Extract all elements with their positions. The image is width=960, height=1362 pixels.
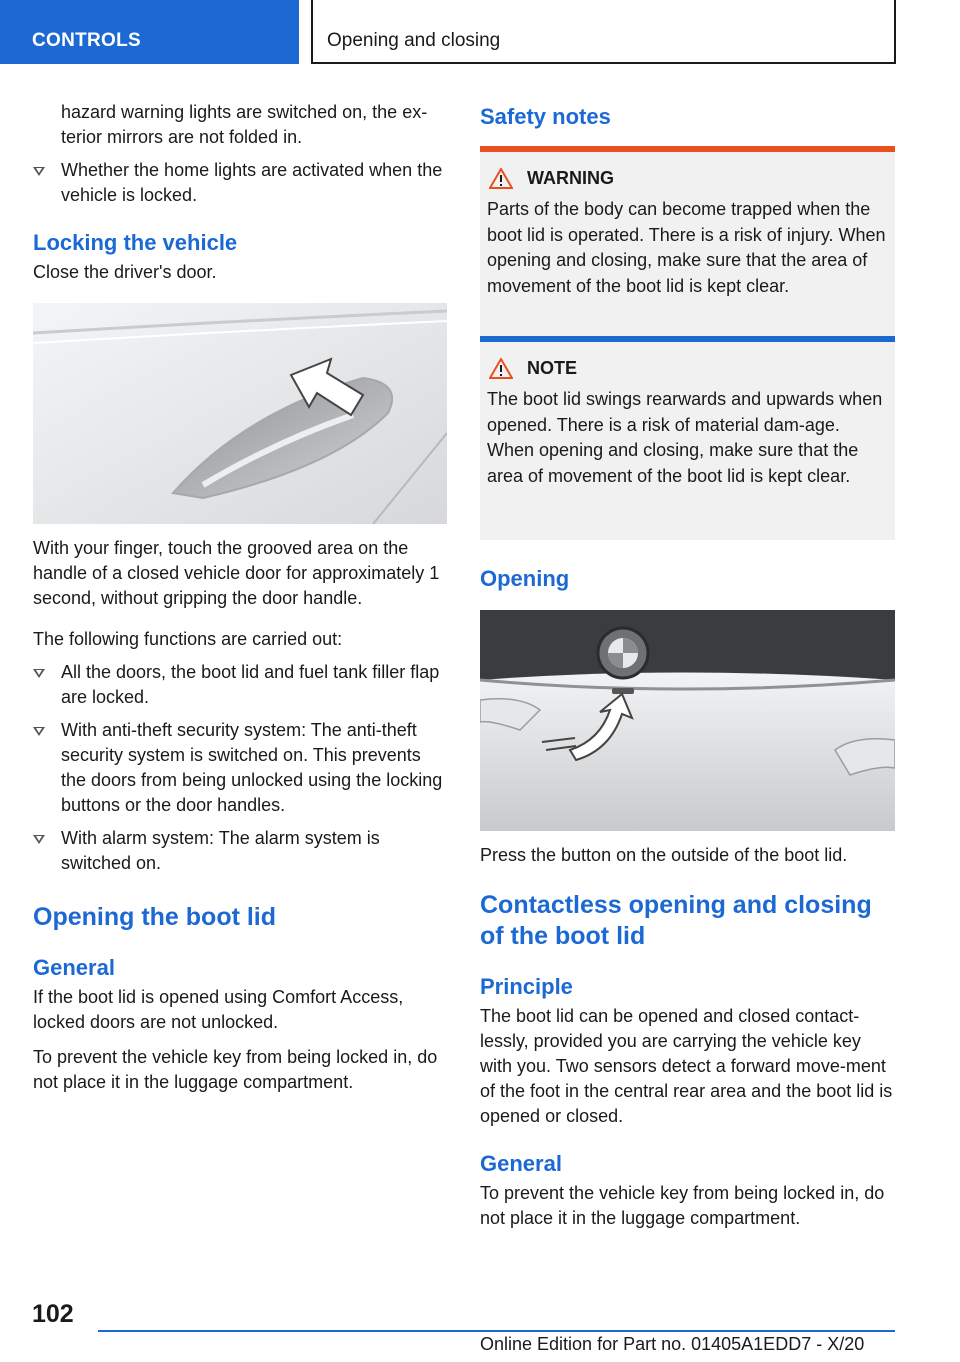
principle-text: The boot lid can be opened and closed contact-lessly, provided you are carrying the vehicle key with you. Two sensors detect a forward move-ment of the foot in the central rear area and the boot lid is opened or closed. bbox=[480, 1006, 893, 1126]
warning-triangle-icon bbox=[489, 168, 513, 189]
note-body: The boot lid swings rearwards and upwards when opened. There is a risk of material dam-age. When opening and closing, make sure that the area of movement of the boot lid is kept clear. bbox=[487, 389, 883, 486]
general-text-2: To prevent the vehicle key from being locked in, do not place it in the luggage compartment. bbox=[33, 1047, 438, 1092]
edition-label: Online Edition for Part no. 01405A1EDD7 - X/20 bbox=[480, 1334, 865, 1354]
opening-text: Press the button on the outside of the boot lid. bbox=[480, 845, 848, 865]
warning-body: Parts of the body can become trapped when the boot lid is operated. There is a risk of injury. When opening and closing, make sure that the area of movement of the boot lid is kept clear. bbox=[487, 199, 886, 296]
note-title: NOTE bbox=[487, 358, 887, 379]
warning-title: WARNING bbox=[487, 168, 887, 189]
door-handle-image bbox=[33, 303, 447, 524]
locking-touch-text: With your finger, touch the grooved area on the handle of a closed vehicle door for approximately 1 second, without gripping the door handle. bbox=[33, 538, 440, 608]
warning-box bbox=[480, 146, 895, 336]
locking-heading: Locking the vehicle bbox=[33, 230, 238, 255]
boot-lid-illustration bbox=[480, 610, 895, 831]
principle-heading: Principle bbox=[480, 974, 573, 999]
opening-heading: Opening bbox=[480, 566, 570, 591]
list-item-continuation: hazard warning lights are switched on, the ex-terior mirrors are not folded in. bbox=[61, 102, 428, 147]
bullet-triangle-icon bbox=[33, 727, 45, 736]
bullet-triangle-icon bbox=[33, 167, 45, 176]
door-handle-illustration bbox=[33, 303, 447, 524]
chapter-title: Opening and closing bbox=[311, 0, 896, 64]
note-box bbox=[480, 336, 895, 540]
general-text-1: If the boot lid is opened using Comfort Access, locked doors are not unlocked. bbox=[33, 987, 404, 1032]
list-item: All the doors, the boot lid and fuel tank filler flap are locked. bbox=[33, 660, 447, 710]
bullet-triangle-icon bbox=[33, 835, 45, 844]
contactless-heading: Contactless opening and closing of the boot lid bbox=[480, 891, 872, 950]
footer-divider bbox=[98, 1330, 895, 1332]
warning-triangle-icon bbox=[489, 358, 513, 379]
page-number: 102 bbox=[32, 1300, 74, 1328]
list-item: Whether the home lights are activated when the vehicle is locked. bbox=[33, 158, 447, 208]
functions-intro: The following functions are carried out: bbox=[33, 629, 343, 649]
section-tab: CONTROLS bbox=[0, 0, 299, 64]
list-item: With anti-theft security system: The anti-theft security system is switched on. This prevents the doors from being unlocked using the locking buttons or the door handles. bbox=[33, 718, 447, 818]
general-text-right: To prevent the vehicle key from being locked in, do not place it in the luggage compartment. bbox=[480, 1183, 885, 1228]
boot-lid-heading: Opening the boot lid bbox=[33, 903, 277, 931]
boot-lid-image bbox=[480, 610, 895, 831]
right-column bbox=[480, 100, 895, 1241]
general-heading: General bbox=[33, 955, 115, 980]
left-column bbox=[33, 100, 447, 1105]
general-heading-right: General bbox=[480, 1151, 562, 1176]
locking-intro: Close the driver's door. bbox=[33, 262, 217, 282]
list-item: With alarm system: The alarm system is switched on. bbox=[33, 826, 447, 876]
safety-notes-heading: Safety notes bbox=[480, 104, 611, 129]
bullet-triangle-icon bbox=[33, 669, 45, 678]
